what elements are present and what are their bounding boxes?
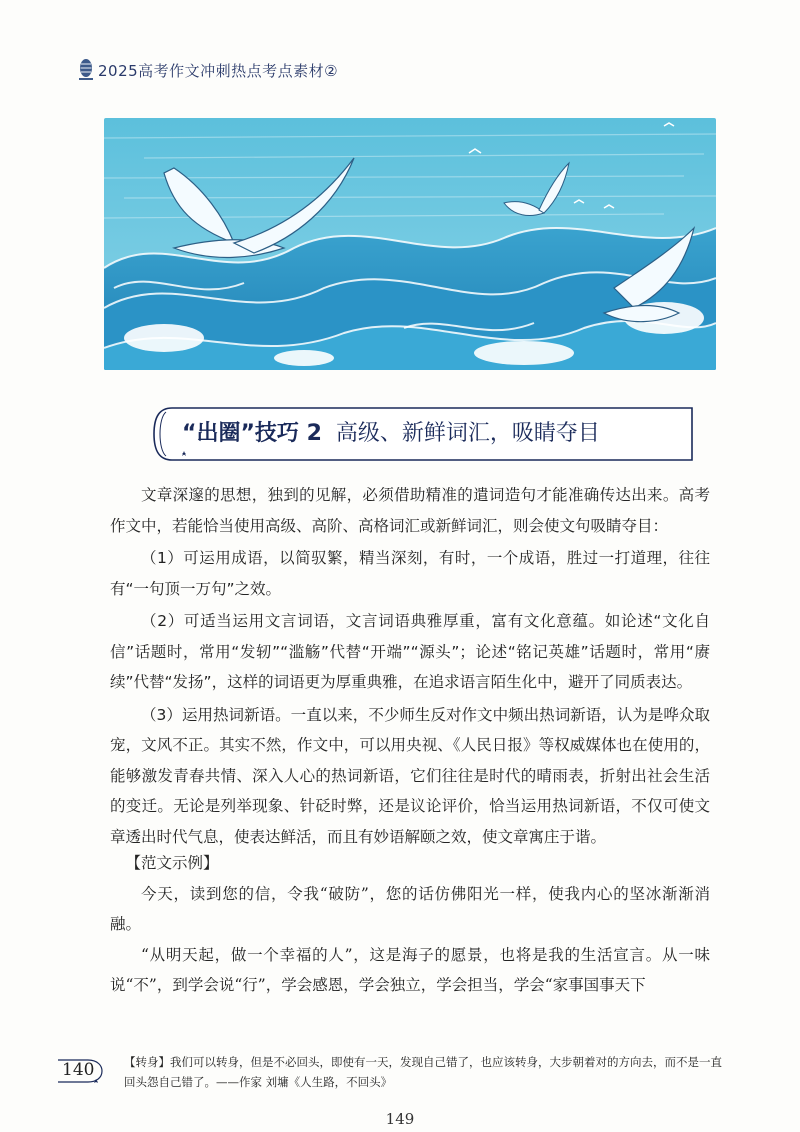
running-header <box>78 58 338 82</box>
body-paragraph: 文章深邃的思想，独到的见解，必须借助精准的遣词造句才能准确传达出来。高考作文中，若能恰当使用高级、高阶、高格词汇或新鲜词汇，则会使文句吸睛夺目： <box>110 486 710 535</box>
seagull-waves-illustration <box>104 118 716 370</box>
example-heading: 【范文示例】 <box>125 854 219 872</box>
section-title-light: 高级、新鲜词汇，吸睛夺目 <box>335 421 600 446</box>
body-paragraph: （2）可适当运用文言词语，文言词语典雅厚重，富有文化意蕴。如论述“文化自信”话题时，常用“发轫”“滥觞”代替“开端”“源头”；论述“铭记英雄”话题时，常用“赓续”代替“发扬”，这样的词语更为厚重典雅，在追求语言陌生化中，避开了同质表达。 <box>110 612 710 691</box>
header-title: 2025高考作文冲刺热点考点素材② <box>98 61 339 80</box>
example-paragraph: “从明天起，做一个幸福的人”，这是海子的愿景，也将是我的生活宣言。从一味说“不”，到学会说“行”，学会感恩，学会独立，学会担当，学会“家事国事天下 <box>110 945 710 994</box>
body-paragraph: （1）可运用成语，以简驭繁，精当深刻，有时，一个成语，胜过一打道理，往往有“一句顶一万句”之效。 <box>110 549 710 598</box>
section-title-banner <box>152 404 700 464</box>
page-number: 140 <box>62 1060 95 1080</box>
body-paragraph: （3）运用热词新语。一直以来，不少师生反对作文中频出热词新语，认为是哗众取宠，文风不正。其实不然，作文中，可以用央视、《人民日报》等权威媒体也在使用的，能够激发青春共情、深入人心的热词新语，它们往往是时代的晴雨表，折射出社会生活的变迁。无论是列举现象、针砭时弊，还是议论评价，恰当运用热词新语，不仅可使文章透出时代气息，使表达鲜活，而且有妙语解颐之效，使文章寓庄于谐。 <box>110 705 710 846</box>
bottom-page-number: 149 <box>385 1110 415 1128</box>
body-text <box>110 480 710 854</box>
example-section <box>110 848 710 1001</box>
section-title-bold: “出圈”技巧 2 <box>182 421 322 446</box>
page-title <box>182 416 690 447</box>
footer-note: 【转身】我们可以转身，但是不必回头，即使有一天，发现自己错了，也应该转身，大步朝着对的方向去，而不是一直回头怨自己错了。——作家 刘墉《人生路，不回头》 <box>124 1055 722 1089</box>
page-number-badge <box>54 1056 106 1086</box>
pinecone-icon <box>78 58 94 82</box>
example-paragraph: 今天，读到您的信，令我“破防”，您的话仿佛阳光一样，使我内心的坚冰渐渐消融。 <box>110 884 710 933</box>
